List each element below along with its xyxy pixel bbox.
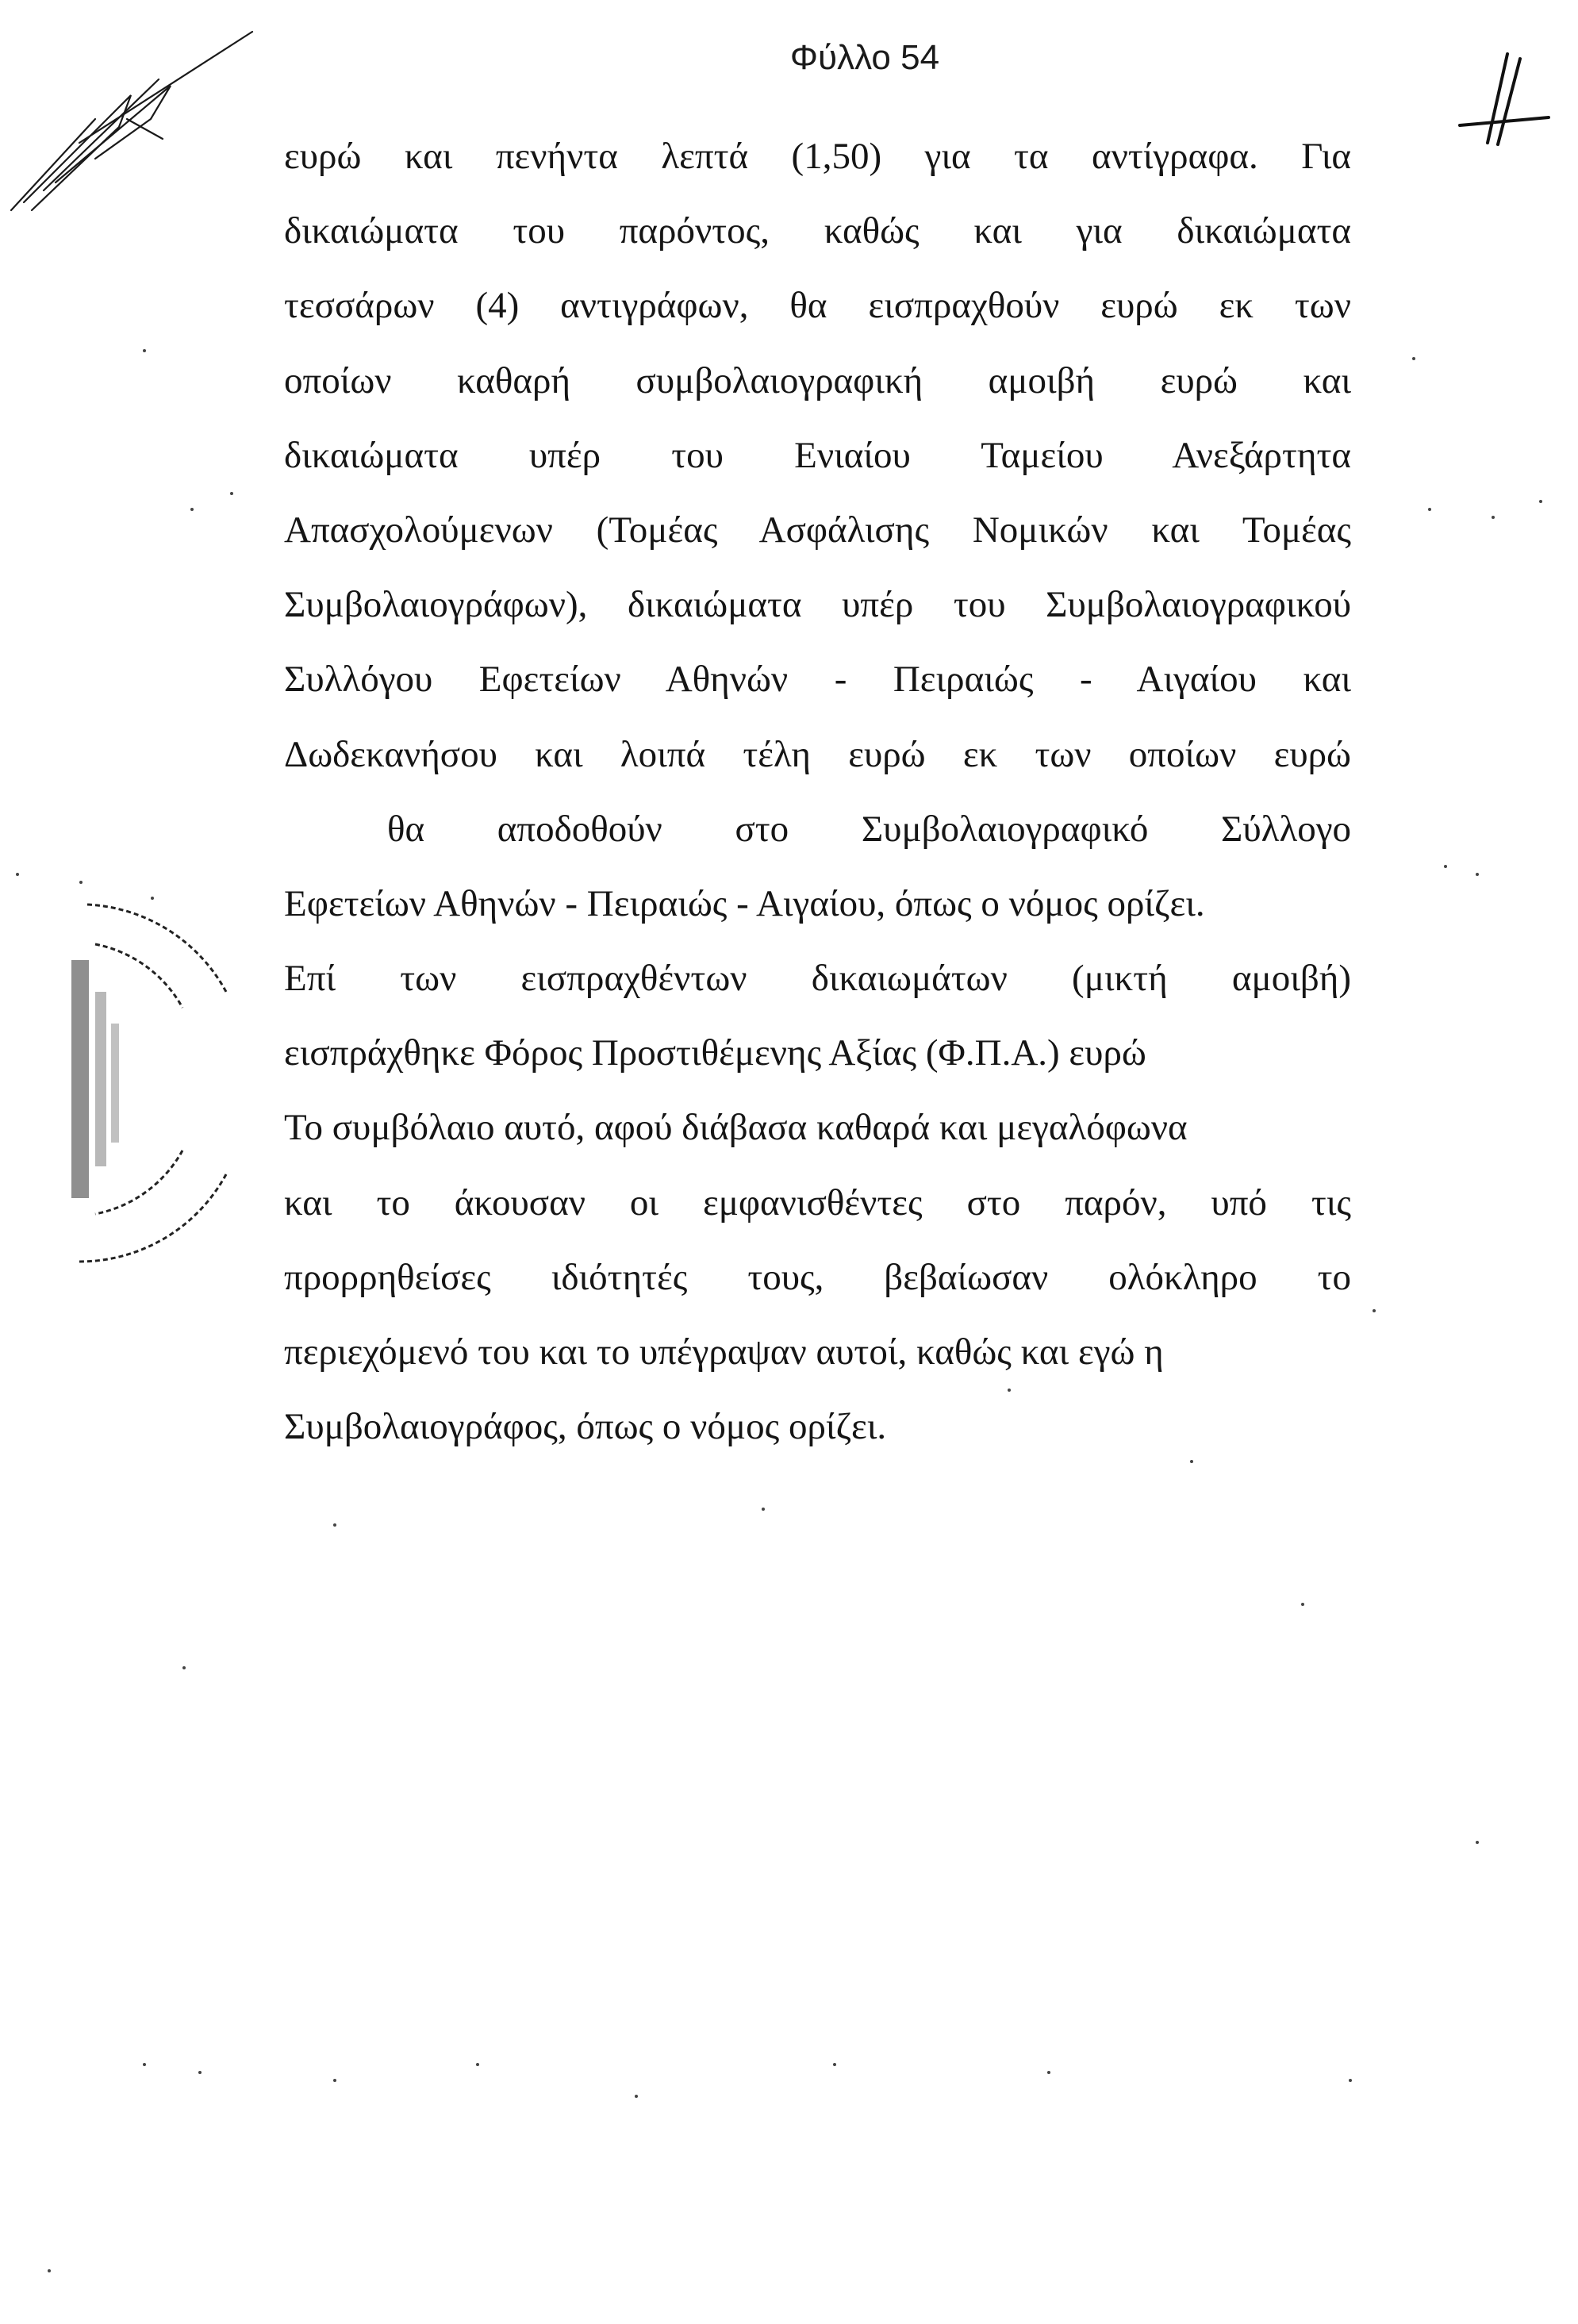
text-line-3: τεσσάρων (4) αντιγράφων, θα εισπραχθούν ευρώ εκ των — [284, 285, 1351, 327]
text-line-14: Το συμβόλαιο αυτό, αφού διάβασα καθαρά και μεγαλόφωνα — [284, 1107, 1188, 1149]
scan-speck — [182, 1666, 186, 1669]
scan-speck — [198, 2071, 202, 2074]
text-line-16: προρρηθείσες ιδιότητές τους, βεβαίωσαν ολόκληρο το — [284, 1256, 1351, 1298]
folio-number: Φύλλο 54 — [789, 38, 940, 77]
text-line-10: θα αποδοθούν στο Συμβολαιογραφικό Σύλλογο — [387, 808, 1351, 850]
scan-speck — [143, 2063, 146, 2066]
text-line-18: Συμβολαιογράφος, όπως ο νόμος ορίζει. — [284, 1406, 887, 1448]
scan-speck — [1349, 2079, 1352, 2082]
text-line-15: και το άκουσαν οι εμφανισθέντες στο παρόν, υπό τις — [284, 1181, 1351, 1223]
scan-speck — [1476, 873, 1479, 876]
scan-speck — [1539, 500, 1542, 503]
text-line-5: δικαιώματα υπέρ του Ενιαίου Ταμείου Ανεξάρτητα — [284, 434, 1351, 476]
scan-speck — [16, 873, 19, 876]
scan-speck — [48, 2269, 51, 2272]
text-line-6: Απασχολούμενων (Τομέας Ασφάλισης Νομικών και Τομέας — [284, 509, 1351, 551]
scan-speck — [190, 508, 194, 511]
scan-speck — [762, 1508, 765, 1511]
scan-speck — [635, 2095, 638, 2098]
text-line-4: οποίων καθαρή συμβολαιογραφική αμοιβή ευρώ και — [284, 359, 1351, 401]
scan-speck — [230, 492, 233, 495]
text-line-8: Συλλόγου Εφετείων Αθηνών - Πειραιώς - Αιγαίου και — [284, 659, 1351, 701]
scan-speck — [1476, 1841, 1479, 1844]
scan-speck — [476, 2063, 479, 2066]
body-text — [284, 119, 1351, 1464]
text-line-2: δικαιώματα του παρόντος, καθώς και για δικαιώματα — [284, 210, 1351, 252]
scan-speck — [1412, 357, 1415, 360]
scan-speck — [151, 897, 154, 900]
scan-speck — [79, 881, 83, 884]
text-line-13: εισπράχθηκε Φόρος Προστιθέμενης Αξίας (Φ.Π.Α.) ευρώ — [284, 1032, 1146, 1074]
scan-speck — [1301, 1603, 1304, 1606]
scan-speck — [1047, 2071, 1050, 2074]
scan-speck — [1373, 1309, 1376, 1312]
scan-speck — [1444, 865, 1447, 868]
text-line-7: Συμβολαιογράφων), δικαιώματα υπέρ του Συμβολαιογραφικού — [284, 584, 1351, 626]
scan-speck — [143, 349, 146, 352]
text-line-9: Δωδεκανήσου και λοιπά τέλη ευρώ εκ των οποίων ευρώ — [284, 733, 1351, 775]
scan-speck — [1492, 516, 1495, 519]
text-line-1: ευρώ και πενήντα λεπτά (1,50) για τα αντίγραφα. Για — [284, 136, 1351, 177]
text-line-12: Επί των εισπραχθέντων δικαιωμάτων (μικτή αμοιβή) — [284, 958, 1351, 1000]
scan-speck — [1428, 508, 1431, 511]
scan-speck — [333, 2079, 336, 2082]
notary-stamp — [63, 897, 254, 1270]
text-line-11: Εφετείων Αθηνών - Πειραιώς - Αιγαίου, όπως ο νόμος ορίζει. — [284, 882, 1205, 924]
scan-speck — [333, 1523, 336, 1527]
scan-speck — [1190, 1460, 1193, 1463]
scan-speck — [833, 2063, 836, 2066]
scan-speck — [1008, 1389, 1011, 1392]
text-line-17: περιεχόμενό του και το υπέγραψαν αυτοί, καθώς και εγώ η — [284, 1331, 1164, 1373]
